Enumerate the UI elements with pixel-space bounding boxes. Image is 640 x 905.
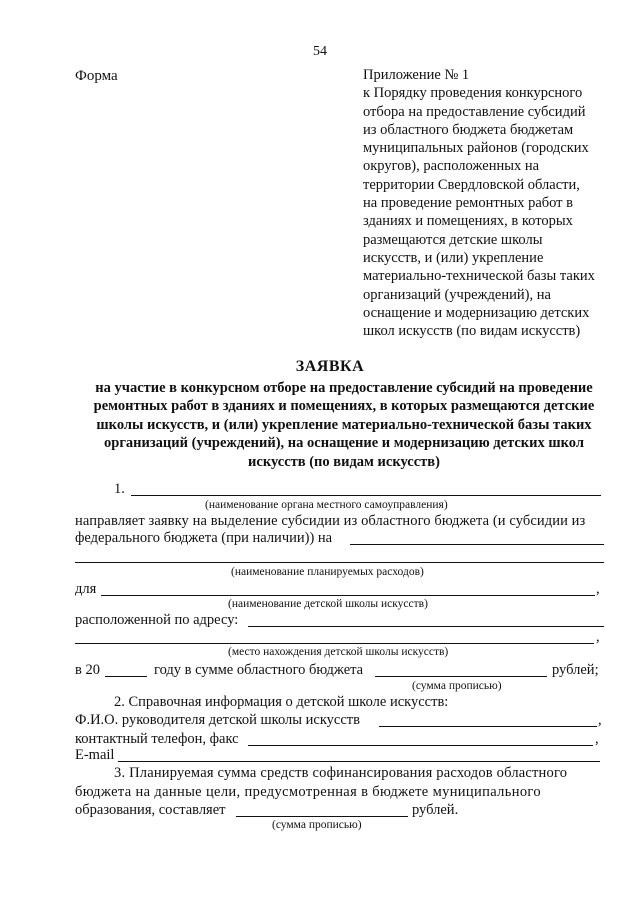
year-field[interactable]: [105, 676, 147, 677]
email-field[interactable]: [118, 761, 600, 762]
appendix-line: оснащение и модернизацию детских: [363, 304, 590, 321]
subtitle-line: искусств (по видам искусств): [248, 453, 440, 470]
organ-caption: (наименование органа местного самоуправления): [205, 499, 448, 511]
location-caption: (место нахождения детской школы искусств): [228, 646, 449, 658]
comma: ,: [596, 629, 600, 645]
school-name-field[interactable]: [101, 595, 595, 596]
appendix-line: школ искусств (по видам искусств): [363, 323, 581, 340]
email-label: E-mail: [75, 747, 115, 763]
expenses-field-1[interactable]: [350, 544, 604, 545]
fio-label: Ф.И.О. руководителя детской школы искусств: [75, 712, 360, 728]
sum-caption-2: (сумма прописью): [272, 819, 362, 831]
cofinancing-sum-field[interactable]: [236, 816, 408, 817]
item1-number: 1.: [114, 481, 125, 497]
subtitle-line: ремонтных работ в зданиях и помещениях, в которых размещаются детские: [93, 398, 595, 415]
comma: ,: [595, 731, 599, 747]
rubles-label: рублей;: [552, 662, 599, 678]
year-prefix: в 20: [75, 662, 100, 678]
document-subtitle: [68, 379, 620, 471]
subtitle-line: организаций (учреждений), на оснащение и модернизацию детских школ: [104, 435, 584, 452]
sum-caption: (сумма прописью): [412, 680, 502, 692]
appendix-line: размещаются детские школы: [363, 231, 543, 248]
address-label: расположенной по адресу:: [75, 612, 239, 628]
school-caption: (наименование детской школы искусств): [228, 598, 428, 610]
expenses-field-2[interactable]: [75, 562, 604, 563]
expenses-caption: (наименование планируемых расходов): [231, 566, 424, 578]
comma: ,: [598, 712, 602, 728]
item3-rubles: рублей.: [412, 802, 459, 818]
appendix-block: [363, 66, 595, 340]
organ-name-field[interactable]: [131, 495, 601, 496]
fio-field[interactable]: [379, 726, 597, 727]
item3-line-3: образования, составляет: [75, 802, 226, 818]
appendix-line: территории Свердловской области,: [363, 176, 580, 193]
address-field-1[interactable]: [248, 626, 604, 627]
appendix-line: к Порядку проведения конкурсного: [363, 85, 583, 102]
appendix-line: искусств, и (или) укрепление: [363, 249, 544, 266]
phone-label: контактный телефон, факс: [75, 731, 239, 747]
subtitle-line: на участие в конкурсном отборе на предоставление субсидий на проведение: [95, 380, 593, 396]
comma: ,: [596, 581, 600, 597]
address-field-2[interactable]: [75, 643, 594, 644]
phone-field[interactable]: [248, 745, 593, 746]
appendix-line: организаций (учреждений), на: [363, 286, 551, 303]
appendix-line: материально-технической базы таких: [363, 268, 595, 285]
appendix-line: зданиях и помещениях, в которых: [363, 213, 573, 230]
year-sum-text: году в сумме областного бюджета: [154, 662, 364, 678]
page-number: 54: [313, 44, 327, 59]
document-title: ЗАЯВКА: [295, 358, 365, 375]
appendix-line: из областного бюджета бюджетам: [363, 121, 574, 138]
appendix-line: муниципальных районов (городских: [363, 140, 589, 157]
subtitle-line: школы искусств, и (или) укрепление материально-технической базы таких: [96, 416, 592, 433]
sum-field[interactable]: [375, 676, 547, 677]
appendix-line: округов), расположенных на: [363, 158, 540, 175]
sends-text: направляет заявку на выделение субсидии из областного бюджета (и субсидии из: [75, 513, 586, 529]
appendix-line: отбора на предоставление субсидий: [363, 103, 586, 120]
for-label: для: [75, 581, 97, 597]
form-label: Форма: [75, 68, 118, 84]
appendix-line: Приложение № 1: [363, 67, 470, 83]
federal-text: федерального бюджета (при наличии)) на: [75, 530, 333, 546]
appendix-line: на проведение ремонтных работ в: [363, 195, 573, 212]
item3-line-2: бюджета на данные цели, предусмотренная в бюджете муниципального: [75, 784, 541, 800]
item2-heading: 2. Справочная информация о детской школе искусств:: [114, 694, 449, 710]
item3-line-1: 3. Планируемая сумма средств софинансирования расходов областного: [114, 765, 568, 781]
